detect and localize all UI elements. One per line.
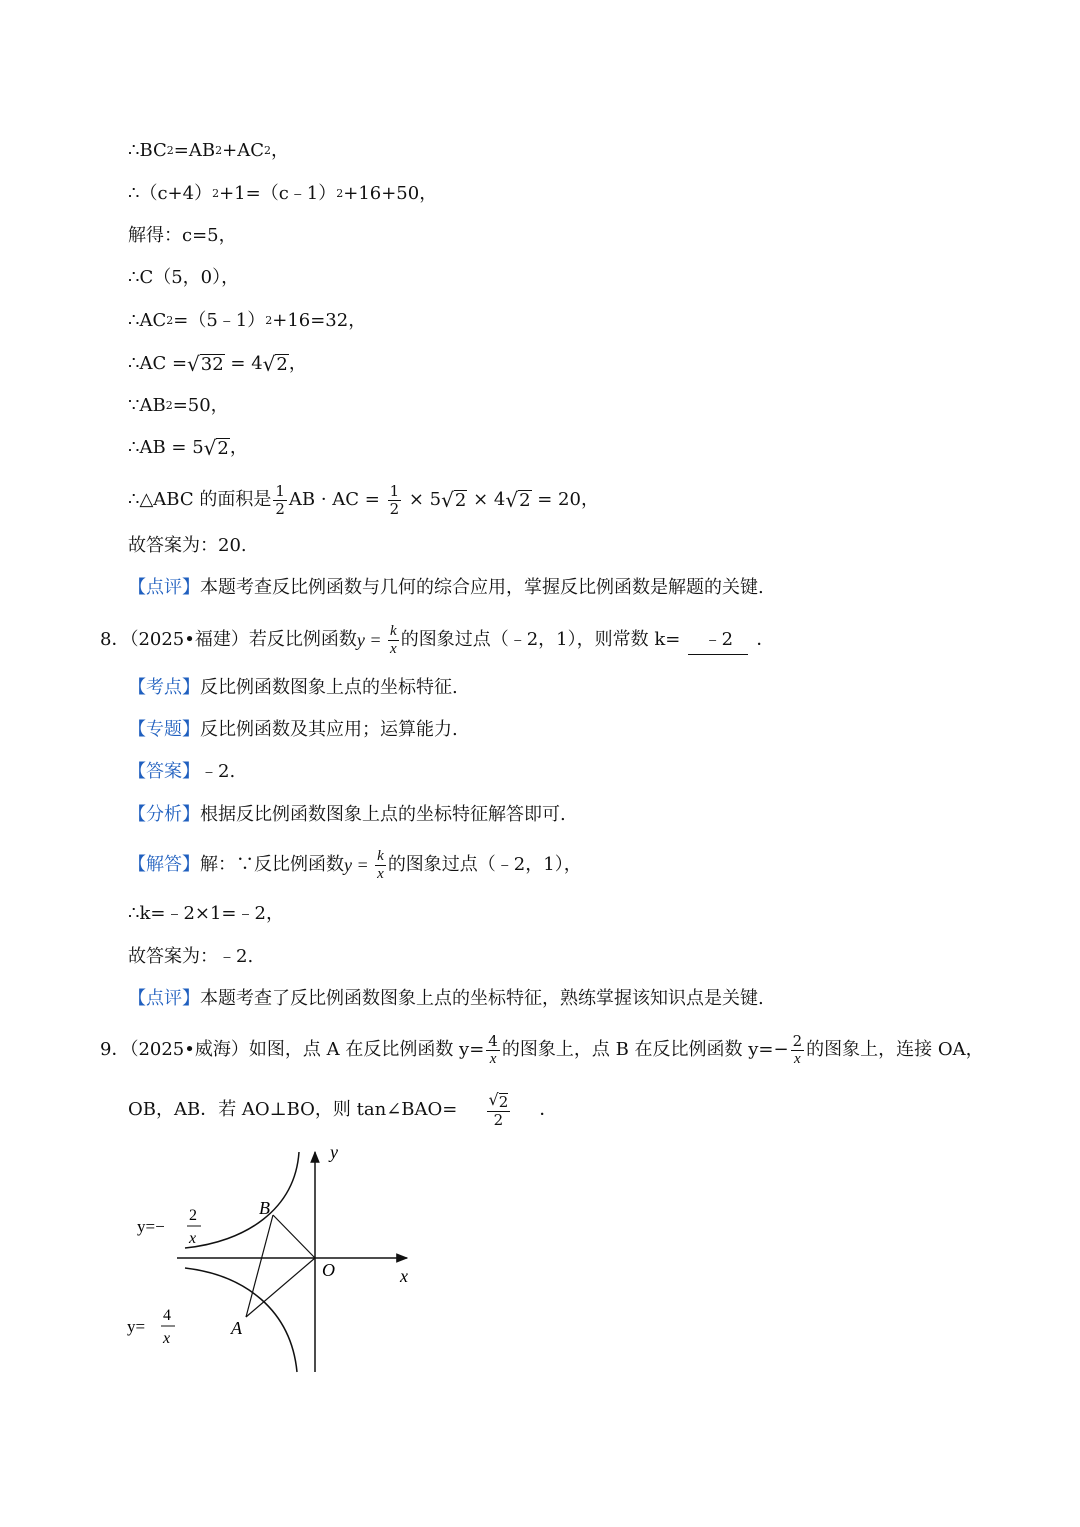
sqrt-32: √ 32 xyxy=(187,352,224,376)
solution-line-3: 解得：c=5， xyxy=(128,225,237,246)
jieda-8: 【解答】 解：∵反比例函数 y = $\frac{k}{x}$ 的图象过点（﹣2，1）， xyxy=(128,847,582,882)
kaodian-8: 【考点】 反比例函数图象上点的坐标特征. xyxy=(128,677,458,698)
fraction-k-over-x: $\frac{k}{x}$ xyxy=(377,847,384,882)
point-a-label: A xyxy=(231,1318,242,1338)
fraction-2-over-x: $\frac{2}{x}$ xyxy=(792,1031,803,1067)
solution-line-9: ∴△ABC 的面积是 $\frac{1}{2}$ AB · AC = $\frac{1}{2}$ × 5 √ 2 × 4 √ 2 = 20， xyxy=(128,481,599,518)
answer-blank: ﹣2 xyxy=(688,626,748,655)
sqrt-2: √ 2 xyxy=(441,488,467,512)
solution-line-8: ∴AB = 5 √ 2 ， xyxy=(128,436,248,460)
curve-y-neg-2-over-x xyxy=(185,1152,299,1248)
question-9-line-2: OB，AB．若 AO⊥BO，则 tan∠BAO= √ 2 2 ． xyxy=(128,1090,558,1129)
fraction-sqrt2-over-2: √ 2 2 xyxy=(488,1090,509,1129)
curve-label-neg-2-over-x xyxy=(137,1207,201,1247)
svg-text:y=−: y=− xyxy=(137,1217,165,1236)
zhuanti-8: 【专题】 反比例函数及其应用；运算能力. xyxy=(128,719,458,740)
svg-text:x: x xyxy=(189,1230,197,1247)
solution-line-7: ∵AB 2 =50， xyxy=(128,395,229,416)
review-7: 【点评】 本题考查反比例函数与几何的综合应用，掌握反比例函数是解题的关键. xyxy=(128,577,764,598)
svg-text:2: 2 xyxy=(189,1207,197,1224)
daan-8: 【答案】 ﹣2. xyxy=(128,761,236,782)
calc-8: ∴k=﹣2×1=﹣2， xyxy=(128,903,284,924)
svg-text:4: 4 xyxy=(163,1307,171,1324)
curve-label-4-over-x xyxy=(127,1307,175,1347)
solution-line-2: ∴（c+4） 2 +1=（c﹣1） 2 +16+50， xyxy=(128,183,438,204)
fraction-half: $\frac{1}{2}$ xyxy=(389,481,400,518)
question-9-line-1: 9．（2025•威海）如图，点 A 在反比例函数 y= $\frac{4}{x}$ 的图象上，点 B 在反比例函数 y=− $\frac{2}{x}$ 的图象上，连接 OA， xyxy=(100,1031,984,1067)
fraction-k-over-x: $\frac{k}{x}$ xyxy=(390,622,397,657)
sqrt-2: √ 2 xyxy=(262,352,288,376)
solution-line-1: ∴BC 2 =AB 2 +AC 2 ， xyxy=(128,140,289,161)
solution-line-10: 故答案为：20. xyxy=(128,535,247,556)
segment-ob xyxy=(273,1215,315,1258)
svg-text:x: x xyxy=(163,1330,171,1347)
point-b-label: B xyxy=(259,1198,270,1218)
svg-text:y=: y= xyxy=(127,1317,146,1336)
final-8: 故答案为：﹣2. xyxy=(128,946,254,967)
solution-line-5: ∴AC 2 =（5﹣1） 2 +16=32， xyxy=(128,310,367,331)
sqrt-2: √ 2 xyxy=(505,488,531,512)
question-8: 8．（2025•福建）若反比例函数 y = $\frac{k}{x}$ 的图象过点（﹣2，1），则常数 k= ﹣2 ． xyxy=(100,622,775,657)
origin-label: O xyxy=(322,1260,335,1280)
solution-line-6: ∴AC = √ 32 = 4 √ 2 ， xyxy=(128,352,307,376)
answer-blank xyxy=(465,1092,531,1128)
solution-line-4: ∴C（5，0）， xyxy=(128,267,240,288)
fraction-half: $\frac{1}{2}$ xyxy=(275,481,285,518)
x-axis-label: x xyxy=(400,1266,408,1286)
segment-oa xyxy=(246,1258,315,1317)
fenxi-8: 【分析】 根据反比例函数图象上点的坐标特征解答即可. xyxy=(128,804,566,825)
sqrt-2: √ 2 xyxy=(203,436,229,460)
y-axis-label: y xyxy=(330,1142,338,1162)
review-8: 【点评】 本题考查了反比例函数图象上点的坐标特征，熟练掌握该知识点是关键. xyxy=(128,988,764,1009)
segment-ab xyxy=(246,1215,273,1317)
fraction-4-over-x: $\frac{4}{x}$ xyxy=(488,1031,498,1067)
hyperbola-figure xyxy=(115,1140,435,1380)
